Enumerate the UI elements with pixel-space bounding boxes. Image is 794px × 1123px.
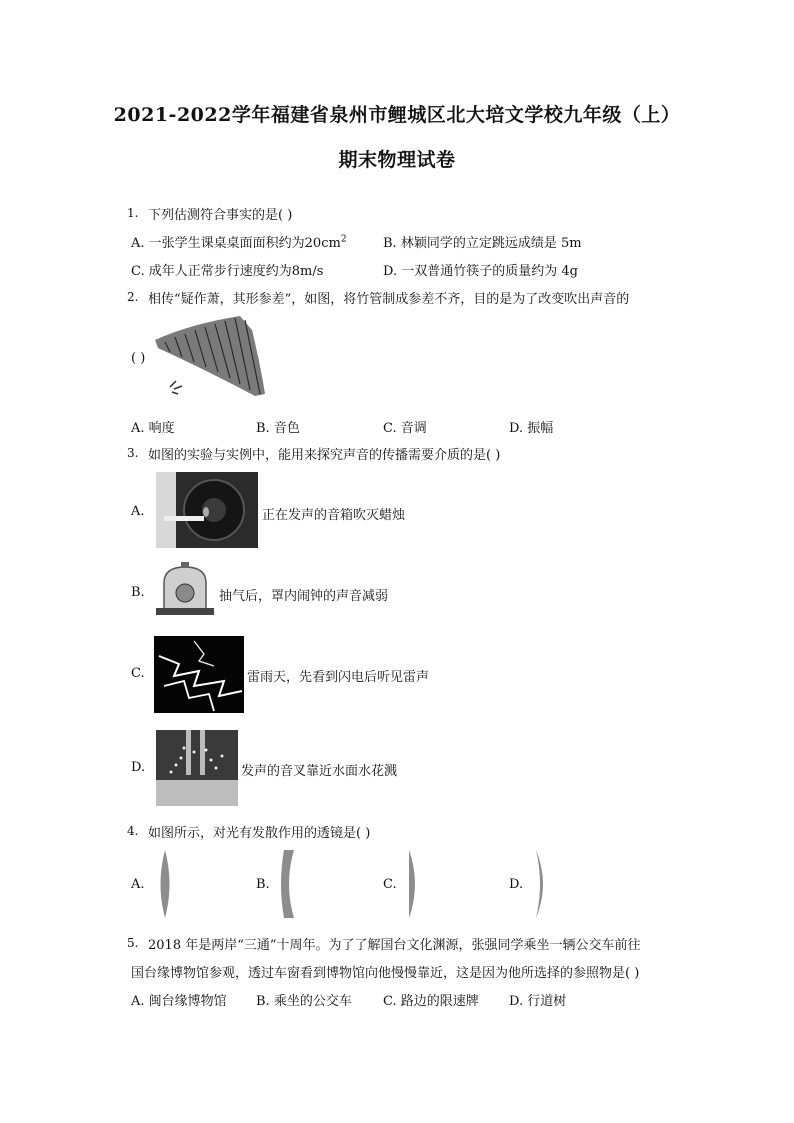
q3-number: 3. bbox=[127, 446, 139, 460]
q5-stem-line1: 2018 年是两岸“三通”十周年。为了了解国台文化渊源，张强同学乘坐一辆公交车前往 bbox=[148, 938, 641, 953]
q1-stem: 下列估测符合事实的是( ) bbox=[148, 208, 293, 223]
q5-option-a: A. 闽台缘博物馆 bbox=[131, 994, 227, 1009]
q2-paren: ( ) bbox=[131, 351, 146, 366]
bell-jar-image bbox=[154, 561, 216, 617]
exam-subtitle: 期末物理试卷 bbox=[338, 149, 456, 171]
q1-number: 1. bbox=[127, 206, 139, 220]
q2-stem: 相传“疑作萧，其形参差”，如图，将竹管制成参差不齐，目的是为了改变吹出声音的 bbox=[148, 292, 630, 307]
q3-option-b-label: B. bbox=[131, 585, 145, 600]
q4-option-d: D. bbox=[509, 877, 524, 892]
lightning-image bbox=[154, 636, 244, 713]
exam-title: 2021-2022学年福建省泉州市鲤城区北大培文学校九年级（上） bbox=[113, 104, 681, 126]
convex-lens-icon bbox=[156, 848, 174, 920]
q2-number: 2. bbox=[127, 290, 139, 304]
q4-option-b: B. bbox=[256, 877, 270, 892]
q4-stem: 如图所示，对光有发散作用的透镜是( ) bbox=[148, 826, 371, 841]
q3-option-d-label: D. bbox=[131, 760, 146, 775]
q2-option-c: C. 音调 bbox=[383, 421, 427, 436]
q2-option-a: A. 响度 bbox=[131, 421, 175, 436]
tuning-fork-image bbox=[156, 730, 238, 806]
q1-option-a-sup: 2 bbox=[340, 234, 347, 245]
q2-option-d: D. 振幅 bbox=[509, 421, 554, 436]
q5-option-d: D. 行道树 bbox=[509, 994, 567, 1009]
q3-option-d-text: 发声的音叉靠近水面水花溅 bbox=[241, 764, 398, 779]
plano-convex-lens-icon bbox=[405, 848, 421, 920]
q2-option-b: B. 音色 bbox=[256, 421, 300, 436]
speaker-candle-image bbox=[156, 472, 258, 548]
q4-option-c: C. bbox=[383, 877, 397, 892]
meniscus-lens-icon bbox=[534, 848, 550, 920]
q3-option-b-text: 抽气后，罩内闹钟的声音减弱 bbox=[219, 589, 389, 604]
q5-option-c: C. 路边的限速牌 bbox=[383, 994, 479, 1009]
panpipe-image bbox=[150, 312, 275, 402]
q1-option-a-text: A. 一张学生课桌桌面面积约为20cm bbox=[131, 236, 341, 251]
q5-number: 5. bbox=[127, 936, 139, 950]
q3-option-a-text: 正在发声的音箱吹灭蜡烛 bbox=[262, 508, 406, 523]
q3-option-c-text: 雷雨天，先看到闪电后听见雷声 bbox=[247, 670, 430, 685]
q1-option-a bbox=[131, 232, 347, 251]
q4-option-a: A. bbox=[131, 877, 145, 892]
q3-option-c-label: C. bbox=[131, 666, 145, 681]
concave-lens-icon bbox=[280, 848, 298, 920]
q4-number: 4. bbox=[127, 824, 139, 838]
q1-option-d: D. 一双普通竹筷子的质量约为 4g bbox=[383, 264, 578, 279]
q1-option-b: B. 林颖同学的立定跳远成绩是 5m bbox=[383, 236, 582, 251]
q1-option-c: C. 成年人正常步行速度约为8m/s bbox=[131, 264, 324, 279]
q5-stem-line2: 国台缘博物馆参观，透过车窗看到博物馆向他慢慢靠近，这是因为他所选择的参照物是( ) bbox=[131, 966, 640, 981]
q3-option-a-label: A. bbox=[131, 504, 145, 519]
q3-stem: 如图的实验与实例中，能用来探究声音的传播需要介质的是( ) bbox=[148, 448, 501, 463]
q5-option-b: B. 乘坐的公交车 bbox=[256, 994, 352, 1009]
